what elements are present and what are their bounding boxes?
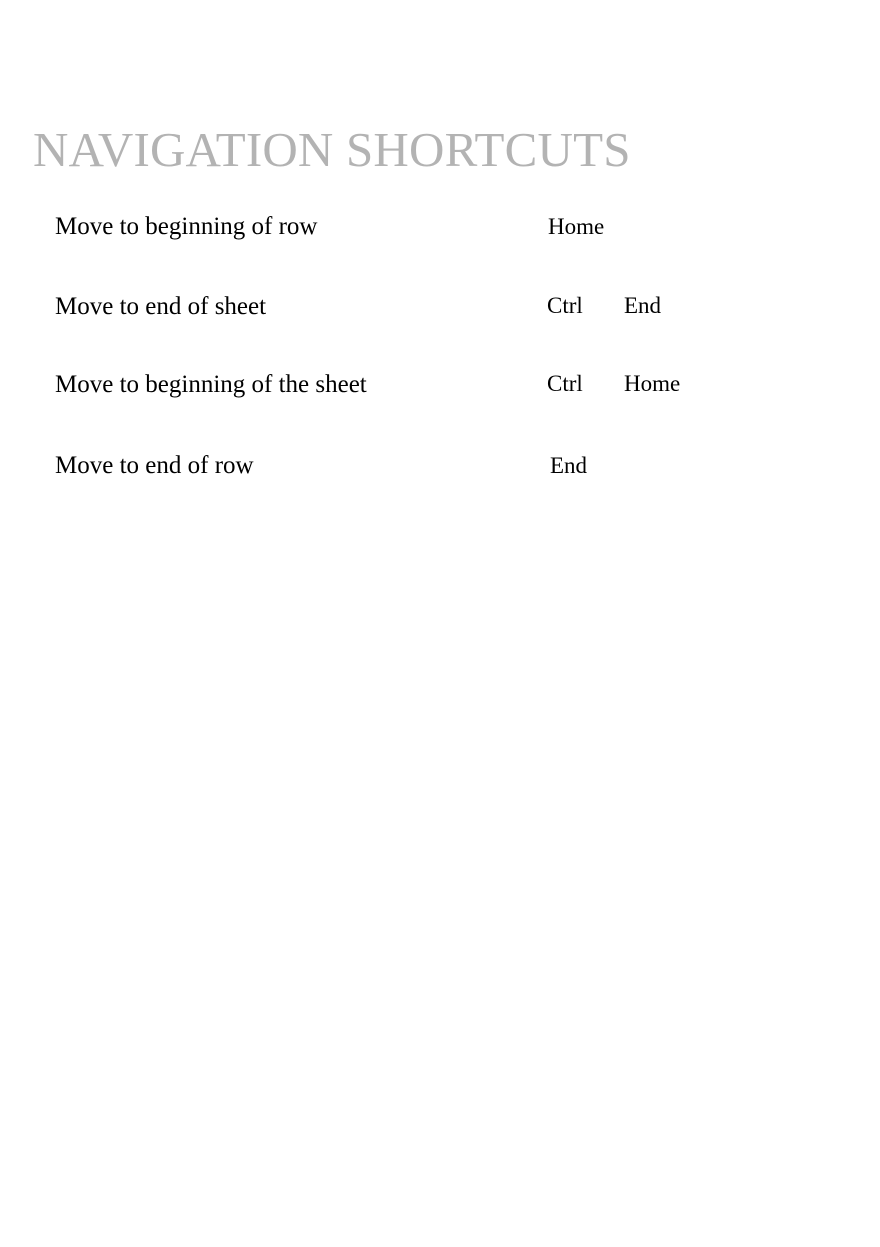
shortcut-action: Move to beginning of row — [55, 213, 318, 240]
shortcut-row — [0, 290, 880, 324]
shortcut-row — [0, 449, 880, 483]
shortcut-key: Home — [624, 371, 681, 396]
shortcut-action: Move to end of sheet — [55, 293, 267, 320]
page-title: NAVIGATION SHORTCUTS — [33, 122, 631, 177]
shortcut-action: Move to end of row — [55, 452, 254, 479]
shortcut-key: Ctrl — [547, 371, 583, 396]
shortcut-key: End — [550, 453, 588, 478]
shortcut-row — [0, 210, 880, 244]
shortcut-action: Move to beginning of the sheet — [55, 371, 367, 398]
shortcut-key: Home — [548, 214, 605, 239]
shortcut-key: End — [624, 293, 662, 318]
shortcut-row — [0, 368, 880, 402]
shortcut-key: Ctrl — [547, 293, 583, 318]
